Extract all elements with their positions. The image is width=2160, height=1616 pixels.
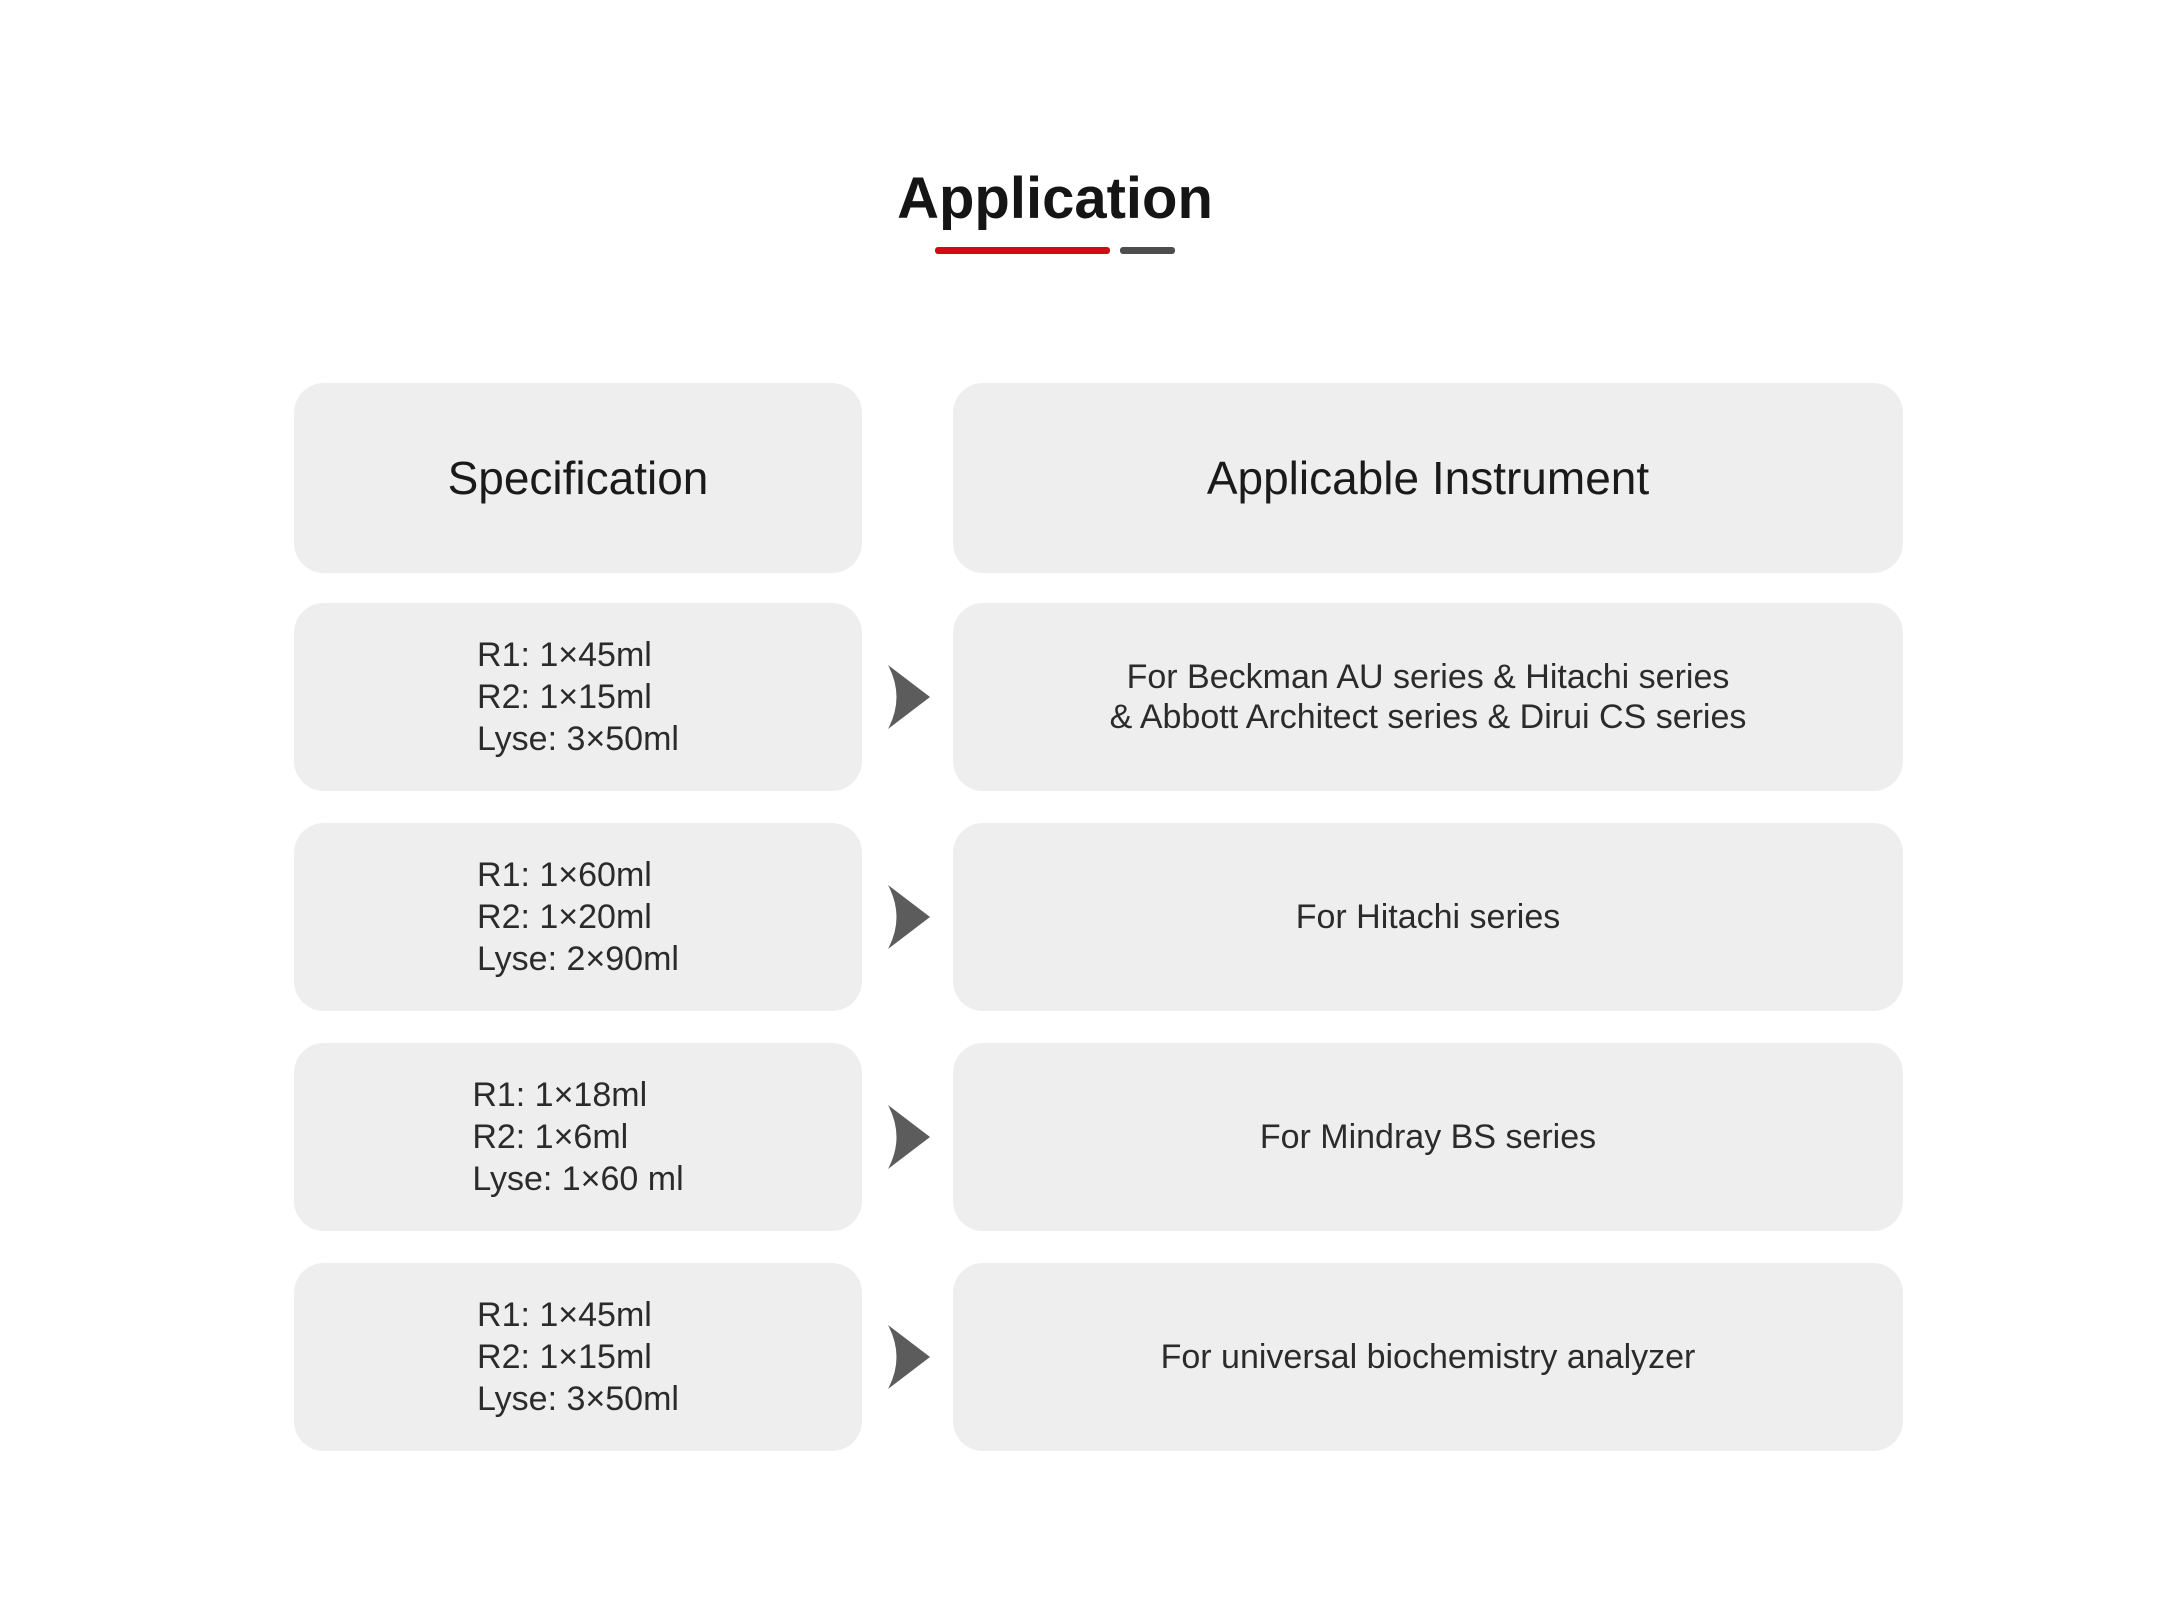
instrument-text [1161, 1337, 1696, 1377]
title-underline-red-bar [935, 247, 1110, 254]
spec-text [472, 1074, 683, 1200]
header-gap [862, 383, 953, 573]
spec-line: R1: 1×45ml [477, 1296, 652, 1334]
title-underline-gray-bar [1120, 247, 1175, 254]
instrument-text [1110, 657, 1747, 737]
table-row [294, 1043, 1903, 1231]
table-header-row [294, 383, 1903, 573]
spec-line: R1: 1×45ml [477, 636, 652, 674]
instrument-line: For Beckman AU series & Hitachi series [1126, 658, 1730, 696]
application-table [294, 383, 1903, 1451]
spec-line: Lyse: 1×60 ml [472, 1160, 684, 1198]
row-gap [862, 1263, 953, 1451]
page-title: Application [897, 165, 1213, 231]
instrument-line: For Hitachi series [1295, 898, 1561, 936]
instrument-line: & Abbott Architect series & Dirui CS series [1109, 698, 1747, 736]
table-row [294, 823, 1903, 1011]
spec-line: R2: 1×6ml [472, 1118, 629, 1156]
chevron-right-icon [886, 885, 930, 949]
spec-text [477, 634, 679, 760]
title-underline [935, 247, 1175, 254]
spec-cell [294, 1043, 862, 1231]
instrument-line: For Mindray BS series [1259, 1118, 1597, 1156]
spec-header-cell [294, 383, 862, 573]
spec-line: R2: 1×20ml [477, 898, 652, 936]
chevron-right-icon [886, 1325, 930, 1389]
spec-line: R1: 1×18ml [472, 1076, 648, 1114]
spec-line: Lyse: 3×50ml [477, 720, 679, 758]
instrument-line: For universal biochemistry analyzer [1160, 1338, 1696, 1376]
spec-text [477, 854, 679, 980]
spec-line: Lyse: 2×90ml [477, 940, 679, 978]
instrument-cell [953, 1043, 1903, 1231]
spec-header-label: Specification [447, 452, 709, 504]
instrument-cell [953, 823, 1903, 1011]
spec-cell [294, 823, 862, 1011]
chevron-right-icon [886, 1105, 930, 1169]
instrument-text [1260, 1117, 1596, 1157]
spec-line: R2: 1×15ml [477, 1338, 652, 1376]
row-gap [862, 823, 953, 1011]
row-gap [862, 1043, 953, 1231]
instrument-text [1296, 897, 1561, 937]
instrument-cell [953, 603, 1903, 791]
spec-line: R1: 1×60ml [477, 856, 652, 894]
spec-cell [294, 1263, 862, 1451]
instrument-header-label: Applicable Instrument [1206, 452, 1650, 504]
chevron-right-icon [886, 665, 930, 729]
spec-cell [294, 603, 862, 791]
instrument-cell [953, 1263, 1903, 1451]
table-row [294, 603, 1903, 791]
table-row [294, 1263, 1903, 1451]
spec-line: Lyse: 3×50ml [477, 1380, 679, 1418]
row-gap [862, 603, 953, 791]
spec-line: R2: 1×15ml [477, 678, 652, 716]
spec-text [477, 1294, 679, 1420]
instrument-header-cell [953, 383, 1903, 573]
